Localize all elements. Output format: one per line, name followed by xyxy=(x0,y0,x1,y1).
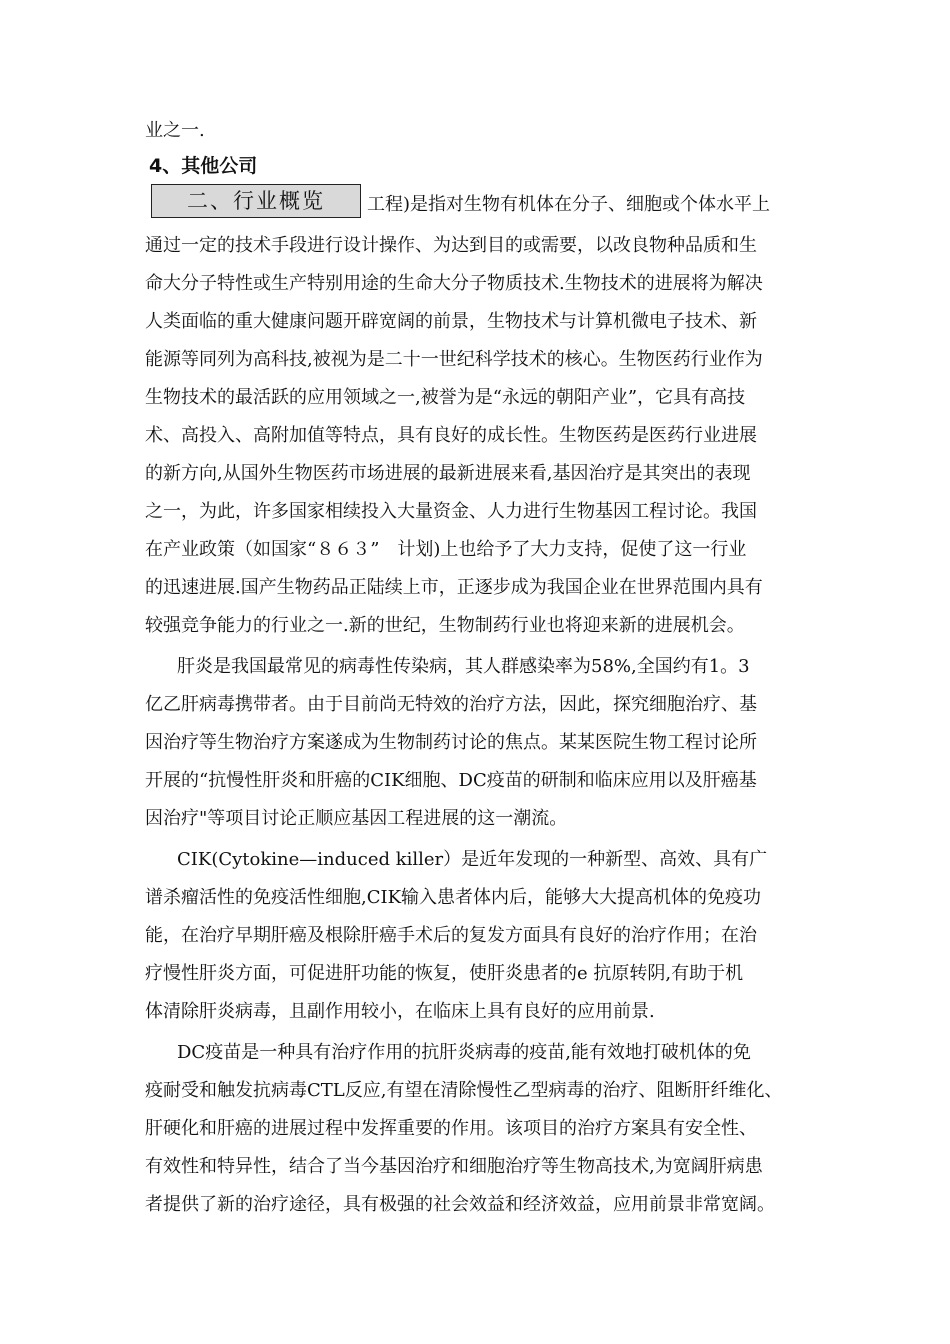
paragraph-biotech-overview xyxy=(145,227,805,645)
document-body xyxy=(145,112,805,1224)
para1-line: 在产业政策（如国家“８６３” 计划)上也给予了大力支持，促使了这一行业 xyxy=(145,539,747,560)
paragraph-cik xyxy=(145,841,805,1031)
section-title-box: 二、行业概览 xyxy=(151,184,361,218)
para1-line: 命大分子特性或生产特别用途的生命大分子物质技术.生物技术的进展将为解决 xyxy=(145,273,763,294)
para3-line: 谱杀瘤活性的免疫活性细胞,CIK输入患者体内后，能够大大提高机体的免疫功 xyxy=(145,887,762,908)
para2-line: 因治疗"等项目讨论正顺应基因工程进展的这一潮流。 xyxy=(145,808,568,829)
para2-line: 肝炎是我国最常见的病毒性传染病，其人群感染率为58%,全国约有1。3 xyxy=(177,656,750,677)
para1-line: 之一，为此，许多国家相续投入大量资金、人力进行生物基因工程讨论。我国 xyxy=(145,501,757,522)
para2-line: 亿乙肝病毒携带者。由于目前尚无特效的治疗方法，因此，探究细胞治疗、基 xyxy=(145,694,757,715)
para2-line: 因治疗等生物治疗方案遂成为生物制药讨论的焦点。某某医院生物工程讨论所 xyxy=(145,732,757,753)
para1-line: 较强竞争能力的行业之一.新的世纪，生物制药行业也将迎来新的进展机会。 xyxy=(145,615,745,636)
para4-line: DC疫苗是一种具有治疗作用的抗肝炎病毒的疫苗,能有效地打破机体的免 xyxy=(177,1042,751,1063)
section-overview-row xyxy=(145,184,805,224)
para1-line: 生物技术的最活跃的应用领域之一,被誉为是“永远的朝阳产业”，它具有高技 xyxy=(145,387,746,408)
para3-line: 能，在治疗早期肝癌及根除肝癌手术后的复发方面具有良好的治疗作用；在治 xyxy=(145,925,757,946)
paragraph-hepatitis xyxy=(145,648,805,838)
para1-line: 通过一定的技术手段进行设计操作、为达到目的或需要，以改良物种品质和生 xyxy=(145,235,757,256)
para1-line: 人类面临的重大健康问题开辟宽阔的前景，生物技术与计算机微电子技术、新 xyxy=(145,311,757,332)
para2-line: 开展的“抗慢性肝炎和肝癌的CIK细胞、DC疫苗的研制和临床应用以及肝癌基 xyxy=(145,770,757,791)
paragraph-dc-vaccine xyxy=(145,1034,805,1224)
intro-tail-text: 业之一. xyxy=(145,120,205,141)
para3-line: 体清除肝炎病毒，且副作用较小，在临床上具有良好的应用前景. xyxy=(145,1001,655,1022)
heading-other-companies: 4、其他公司 xyxy=(149,155,258,177)
para3-line: 疗慢性肝炎方面，可促进肝功能的恢复，使肝炎患者的e 抗原转阴,有助于机 xyxy=(145,963,744,984)
para4-line: 有效性和特异性，结合了当今基因治疗和细胞治疗等生物高技术,为宽阔肝病患 xyxy=(145,1156,763,1177)
para1-line-0: 工程)是指对生物有机体在分子、细胞或个体水平上 xyxy=(367,194,771,215)
para1-line: 能源等同列为高科技,被视为是二十一世纪科学技术的核心。生物医药行业作为 xyxy=(145,349,763,370)
para4-line: 肝硬化和肝癌的进展过程中发挥重要的作用。该项目的治疗方案具有安全性、 xyxy=(145,1118,757,1139)
para4-line: 疫耐受和触发抗病毒CTL反应,有望在清除慢性乙型病毒的治疗、阻断肝纤维化、 xyxy=(145,1080,783,1101)
para3-line: CIK(Cytokine—induced killer）是近年发现的一种新型、高效、具有广 xyxy=(177,849,768,870)
para4-line: 者提供了新的治疗途径，具有极强的社会效益和经济效益，应用前景非常宽阔。 xyxy=(145,1194,775,1215)
para1-line: 的迅速进展.国产生物药品正陆续上市，正逐步成为我国企业在世界范围内具有 xyxy=(145,577,763,598)
para1-line: 术、高投入、高附加值等特点，具有良好的成长性。生物医药是医药行业进展 xyxy=(145,425,757,446)
para1-line: 的新方向,从国外生物医药市场进展的最新进展来看,基因治疗是其突出的表现 xyxy=(145,463,751,484)
